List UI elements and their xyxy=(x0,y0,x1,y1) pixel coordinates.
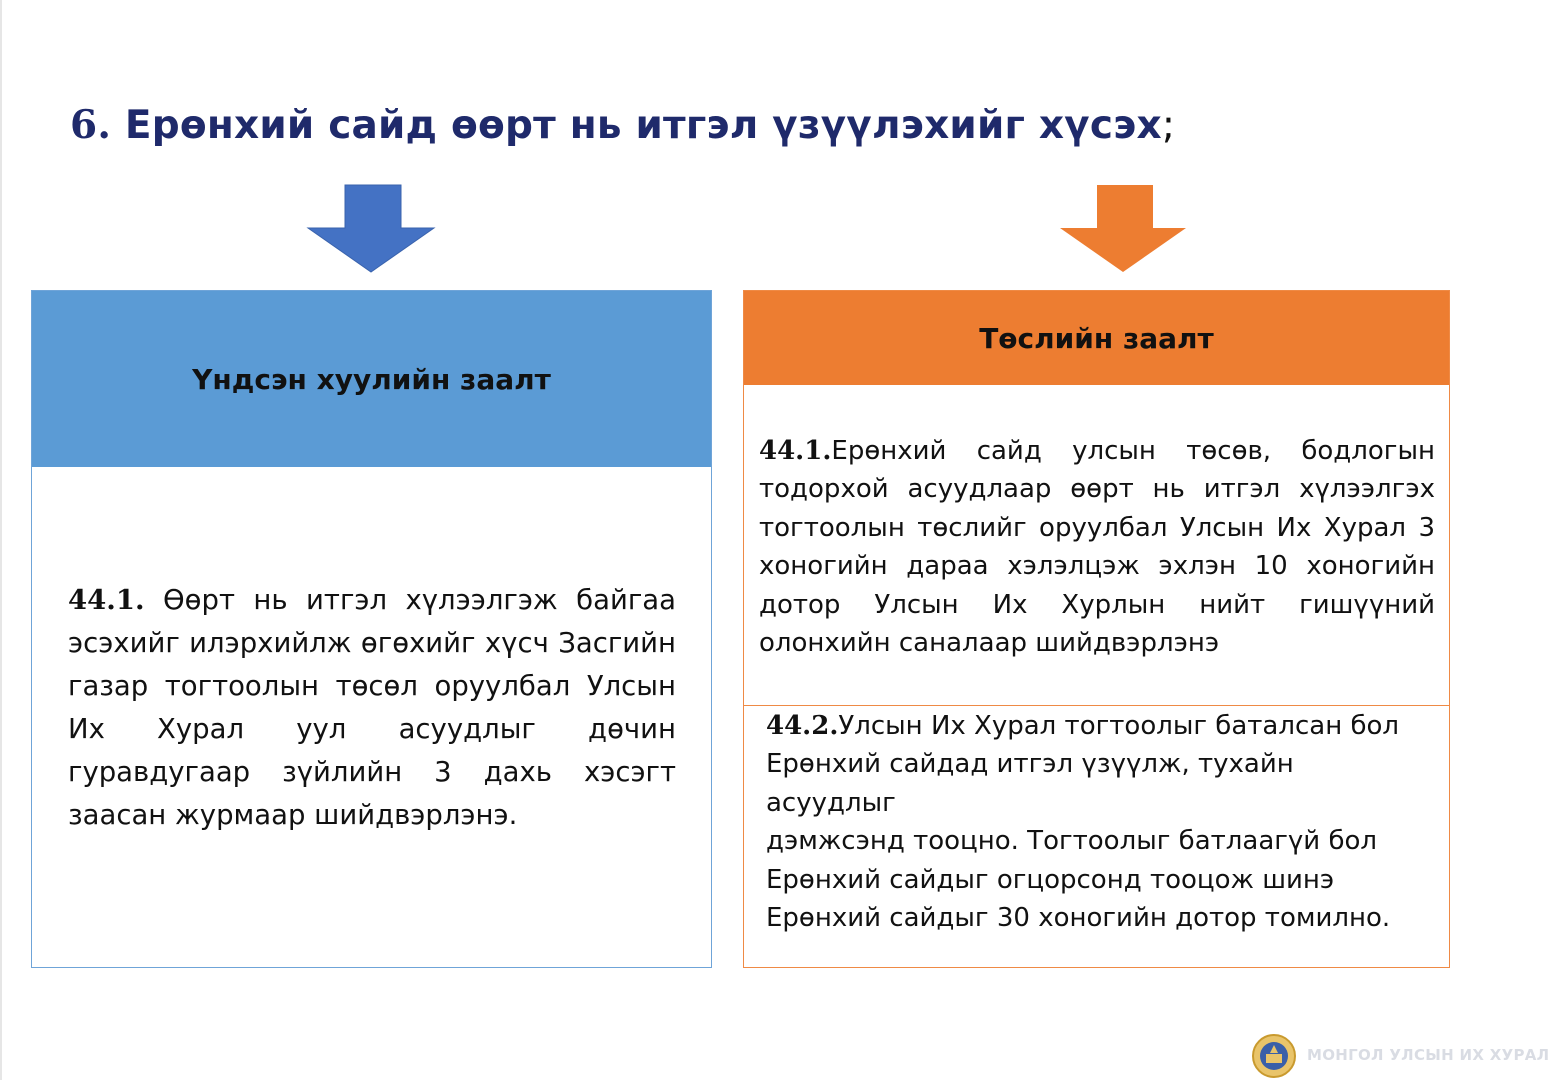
draft-header: Төслийн заалт xyxy=(744,291,1449,385)
slide-title xyxy=(70,102,1175,148)
draft-article-44-1 xyxy=(759,432,1435,662)
article-line: Улсын Их Хурал тогтоолыг баталсан бол xyxy=(838,711,1400,741)
section-divider xyxy=(744,705,1449,706)
constitution-article xyxy=(68,579,676,837)
article-number: 44.1. xyxy=(759,436,832,466)
title-number: 6. xyxy=(70,102,112,148)
article-text: Ерөнхий сайд улсын төсөв, бодлогын тодорхой асуудлаар өөрт нь итгэл хүлээлгэх тогтоолын төслийг оруулбал Улсын Их Хурал 3 хоногийн дараа хэлэлцэж эхлэн 10 хоногийн дотор Улсын Их Хурлын нийт гишүүний олонхийн саналаар шийдвэрлэнэ xyxy=(759,436,1435,659)
article-line: Ерөнхий сайдад итгэл үзүүлж, тухайн асуудлыг xyxy=(766,749,1294,818)
article-number: 44.1. xyxy=(68,584,145,616)
article-line: Ерөнхий сайдыг огцорсонд тооцож шинэ xyxy=(766,864,1335,895)
down-arrow-icon xyxy=(308,185,434,272)
draft-article-44-2 xyxy=(766,707,1426,937)
article-text: Өөрт нь итгэл хүлээлгэж байгаа эсэхийг илэрхийлж өгөхийг хүсч Засгийн газар тогтоолын төсөл оруулбал Улсын Их Хурал уул асуудлыг дөчин гуравдугаар зүйлийн 3 дахь хэсэгт заасан журмаар шийдвэрлэнэ. xyxy=(68,584,676,831)
footer-watermark: МОНГОЛ УЛСЫН ИХ ХУРАЛ xyxy=(1307,1046,1549,1064)
article-line: Ерөнхий сайдыг 30 хоногийн дотор томилно. xyxy=(766,903,1391,934)
slide-edge xyxy=(0,0,2,1080)
title-text: Ерөнхий сайд өөрт нь итгэл үзүүлэхийг хүсэх xyxy=(124,103,1162,148)
constitution-header: Үндсэн хуулийн заалт xyxy=(32,291,711,467)
constitution-box xyxy=(31,290,712,968)
article-line: дэмжсэнд тооцно. Тогтоолыг батлаагүй бол xyxy=(766,826,1378,857)
article-number: 44.2. xyxy=(766,711,839,741)
down-arrow-icon xyxy=(1060,185,1186,272)
title-punctuation: ; xyxy=(1161,103,1176,148)
parliament-emblem-icon xyxy=(1251,1033,1297,1079)
draft-box xyxy=(743,290,1450,968)
